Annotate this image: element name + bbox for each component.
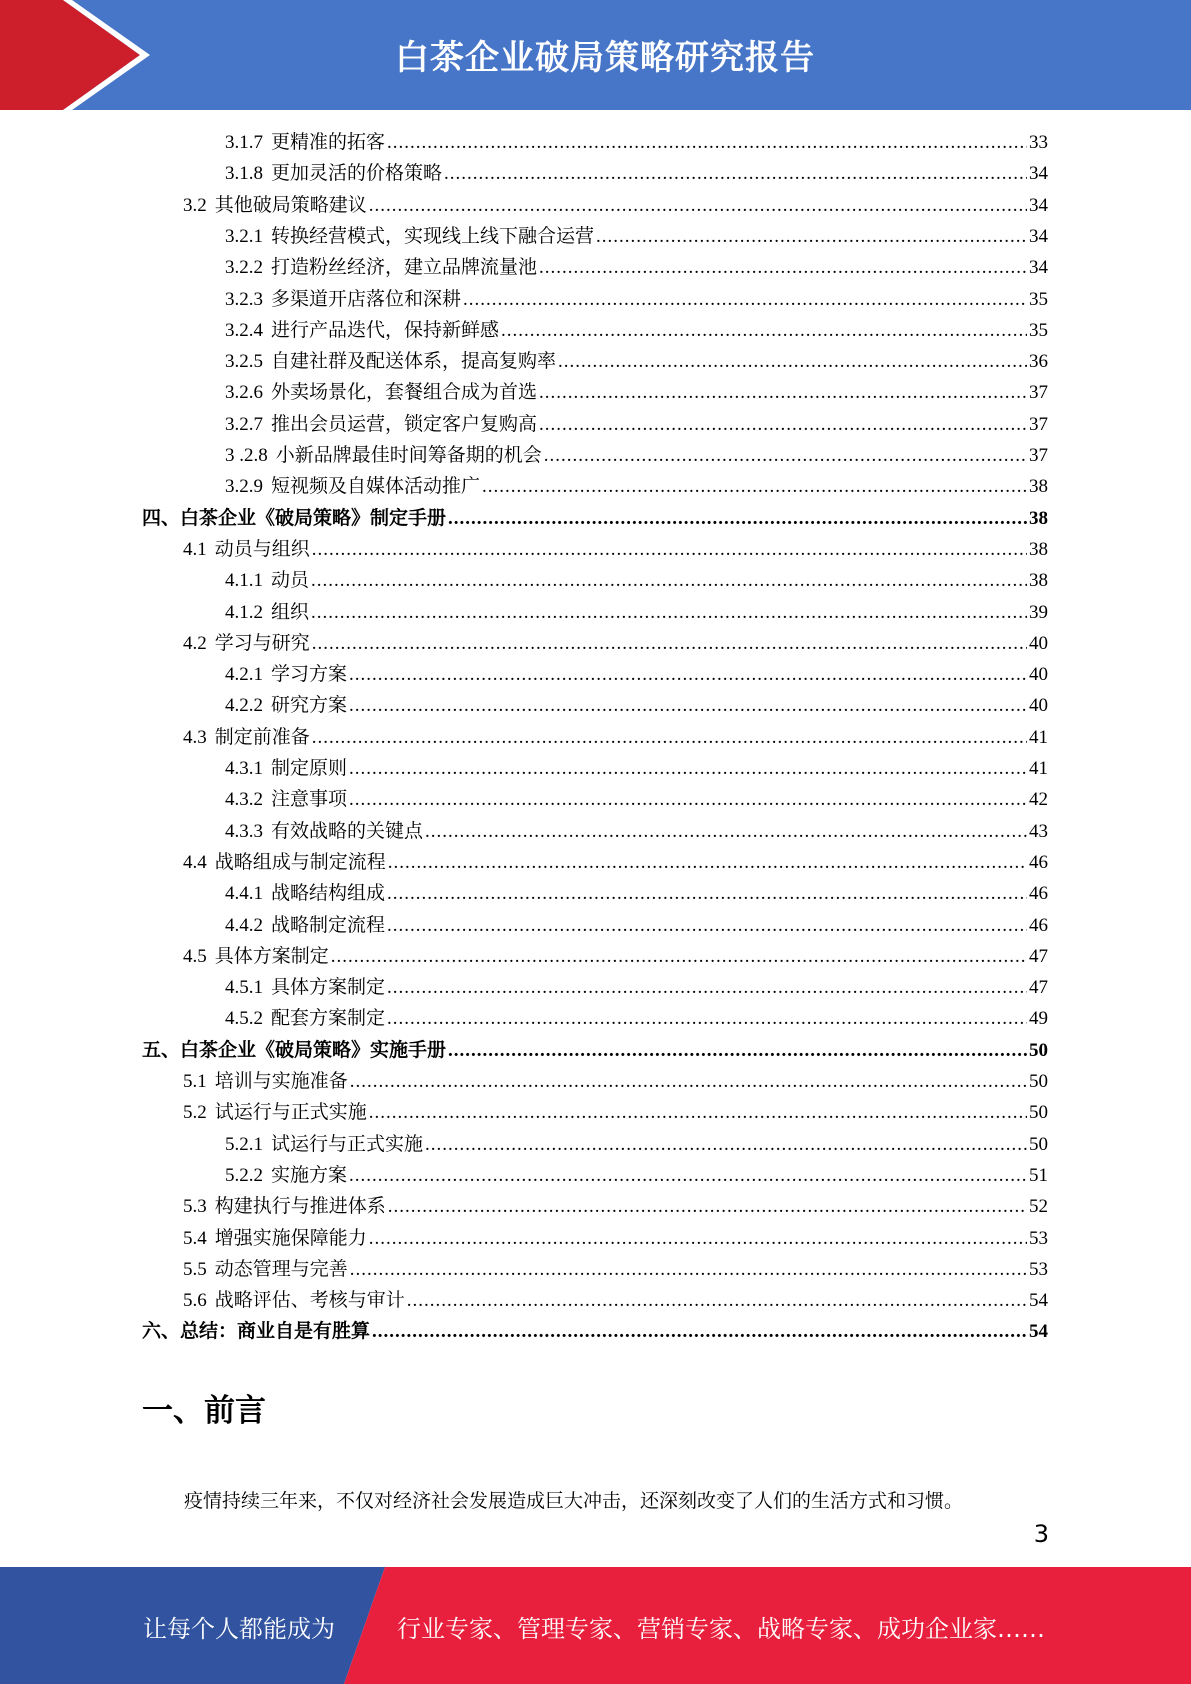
toc-entry-number: 4.4.1: [225, 883, 263, 905]
toc-entry-number: 4.5: [183, 945, 207, 967]
toc-entry-title: 小新品牌最佳时间筹备期的机会: [275, 445, 542, 466]
toc-entry-title: 培训与实施准备: [214, 1071, 348, 1092]
toc-entry[interactable]: [142, 503, 1048, 534]
toc-dot-leader: [350, 1254, 1027, 1285]
toc-entry-page: 38: [1029, 476, 1048, 498]
toc-entry[interactable]: [183, 722, 1048, 753]
toc-entry-page: 53: [1029, 1258, 1048, 1280]
toc-entry-number: 4.4.2: [225, 914, 263, 936]
footer-slogan-right: 行业专家、管理专家、营销专家、战略专家、成功企业家……: [397, 1615, 1045, 1643]
toc-entry-title: 更精准的拓客: [271, 132, 386, 153]
toc-entry-title: 增强实施保障能力: [214, 1227, 367, 1249]
toc-entry-number: 4.3: [183, 726, 207, 748]
toc-entry-title: 试运行与正式实施: [214, 1102, 367, 1124]
toc-entry-title: 转换经营模式，实现线上线下融合运营: [271, 225, 595, 247]
toc-entry-number: 3.2.5: [225, 351, 263, 373]
toc-dot-leader: [312, 534, 1027, 565]
toc-entry[interactable]: [183, 1254, 1048, 1285]
toc-entry[interactable]: [225, 910, 1048, 941]
toc-entry-page: 46: [1029, 851, 1048, 873]
toc-entry-number: 5.2.1: [225, 1133, 263, 1155]
toc-dot-leader: [544, 440, 1027, 471]
toc-entry[interactable]: [225, 816, 1048, 847]
toc-entry-title: 试运行与正式实施: [271, 1133, 424, 1155]
toc-entry-page: 40: [1029, 695, 1048, 717]
toc-entry-page: 38: [1029, 570, 1048, 592]
toc-entry-number: 4.3.1: [225, 758, 263, 779]
toc-entry[interactable]: [142, 1316, 1048, 1347]
toc-entry[interactable]: [225, 1003, 1048, 1034]
toc-entry-number: 5.3: [183, 1196, 207, 1218]
toc-entry-page: 50: [1029, 1102, 1048, 1124]
toc-entry-page: 46: [1029, 883, 1048, 905]
toc-entry[interactable]: [225, 659, 1048, 690]
toc-entry-title: 白茶企业《破局策略》制定手册: [180, 507, 447, 529]
toc-dot-leader: [372, 1316, 1027, 1347]
toc-entry-title: 动态管理与完善: [214, 1258, 348, 1280]
toc-entry-number: 4.1: [183, 538, 207, 560]
toc-dot-leader: [349, 1160, 1027, 1191]
toc-entry[interactable]: [225, 972, 1048, 1003]
toc-entry-page: 52: [1029, 1196, 1048, 1218]
toc-entry-page: 50: [1029, 1039, 1048, 1061]
toc-entry-title: 战略评估、考核与审计: [214, 1290, 405, 1312]
toc-entry-title: 实施方案: [271, 1164, 348, 1186]
toc-entry-title: 战略组成与制定流程: [214, 851, 386, 873]
toc-entry-title: 动员: [271, 570, 310, 592]
toc-entry[interactable]: [183, 628, 1048, 659]
toc-entry-number: 4.3.3: [225, 820, 263, 842]
toc-entry-title: 动员与组织: [214, 538, 310, 560]
toc-entry-page: 54: [1029, 1321, 1048, 1343]
toc-dot-leader: [387, 127, 1027, 158]
toc-entry-page: 42: [1029, 789, 1048, 811]
toc-entry-title: 更加灵活的价格策略: [271, 163, 443, 185]
section-heading: 一、前言: [142, 1393, 266, 1429]
toc-entry-page: 47: [1029, 977, 1048, 999]
toc-dot-leader: [312, 628, 1027, 659]
toc-entry-page: 34: [1029, 225, 1048, 247]
toc-entry[interactable]: [225, 1129, 1048, 1160]
toc-dot-leader: [425, 1129, 1027, 1160]
toc-entry-number: 4.2.2: [225, 695, 263, 717]
toc-entry[interactable]: [225, 878, 1048, 909]
header-red-arrow: [0, 0, 140, 110]
toc-dot-leader: [388, 1191, 1027, 1222]
toc-entry-number: 4.1.2: [225, 601, 263, 623]
toc-dot-leader: [369, 1097, 1027, 1128]
toc-entry-page: 35: [1029, 319, 1048, 341]
toc-entry-page: 35: [1029, 288, 1048, 310]
toc-entry-number: 5.2: [183, 1102, 207, 1124]
toc-dot-leader: [369, 1223, 1027, 1254]
toc-entry[interactable]: [225, 284, 1048, 315]
toc-entry-page: 36: [1029, 351, 1048, 373]
toc-dot-leader: [407, 1285, 1027, 1316]
toc-dot-leader: [444, 158, 1027, 189]
toc-dot-leader: [448, 503, 1027, 534]
toc-entry-page: 47: [1029, 945, 1048, 967]
toc-entry[interactable]: [225, 252, 1048, 283]
toc-entry-page: 39: [1029, 601, 1048, 623]
toc-entry[interactable]: [225, 221, 1048, 252]
toc-dot-leader: [349, 753, 1027, 784]
toc-entry-page: 41: [1029, 758, 1048, 779]
toc-entry[interactable]: [225, 315, 1048, 346]
toc-entry-title: 学习与研究: [214, 632, 310, 654]
toc-entry-title: 制定原则: [271, 758, 348, 779]
toc-entry[interactable]: [183, 1191, 1048, 1222]
toc-dot-leader: [387, 878, 1027, 909]
toc-entry-page: 38: [1029, 538, 1048, 560]
toc-entry[interactable]: [225, 597, 1048, 628]
toc-dot-leader: [539, 252, 1027, 283]
toc-entry[interactable]: [183, 534, 1048, 565]
toc-dot-leader: [369, 190, 1027, 221]
toc-entry-number: 5.5: [183, 1258, 207, 1280]
toc-entry[interactable]: [225, 690, 1048, 721]
toc-entry[interactable]: [183, 1223, 1048, 1254]
toc-dot-leader: [387, 1003, 1027, 1034]
toc-entry-page: 40: [1029, 664, 1048, 686]
toc-entry-page: 34: [1029, 257, 1048, 279]
toc-entry[interactable]: [225, 440, 1048, 471]
toc-entry-page: 40: [1029, 632, 1048, 654]
toc-entry-number: 五、: [142, 1039, 181, 1061]
toc-entry-page: 49: [1029, 1008, 1048, 1030]
toc-dot-leader: [558, 346, 1027, 377]
toc-entry-page: 33: [1029, 132, 1048, 153]
page-footer: [0, 1567, 1191, 1684]
toc-entry[interactable]: [183, 941, 1048, 972]
toc-dot-leader: [350, 1066, 1027, 1097]
toc-dot-leader: [349, 784, 1027, 815]
toc-entry[interactable]: [183, 190, 1048, 221]
toc-entry-title: 具体方案制定: [214, 945, 329, 967]
toc-entry-number: 3.2.2: [225, 257, 263, 279]
toc-entry-number: 3.1.8: [225, 163, 263, 185]
toc-entry-title: 具体方案制定: [271, 977, 386, 999]
toc-entry-title: 注意事项: [271, 789, 348, 811]
report-title: 白茶企业破局策略研究报告: [395, 38, 815, 78]
toc-entry-number: 3.2.9: [225, 476, 263, 498]
toc-entry-number: 4.1.1: [225, 570, 263, 592]
toc-entry[interactable]: [183, 847, 1048, 878]
page-header: [0, 0, 1191, 110]
toc-entry-page: 38: [1029, 507, 1048, 529]
toc-entry-title: 多渠道开店落位和深耕: [271, 288, 462, 310]
toc-entry-page: 37: [1029, 413, 1048, 435]
toc-entry[interactable]: [183, 1285, 1048, 1316]
toc-entry[interactable]: [225, 377, 1048, 408]
toc-entry-page: 34: [1029, 194, 1048, 216]
toc-entry-number: 3.1.7: [225, 132, 263, 153]
toc-entry-title: 战略结构组成: [271, 883, 386, 905]
toc-entry-number: 四、: [142, 507, 181, 529]
toc-entry-number: 5.4: [183, 1227, 207, 1249]
toc-dot-leader: [448, 1035, 1027, 1066]
toc-entry-number: 4.4: [183, 851, 207, 873]
toc-entry-page: 41: [1029, 726, 1048, 748]
toc-dot-leader: [388, 847, 1027, 878]
body-paragraph: 疫情持续三年来，不仅对经济社会发展造成巨大冲击，还深刻改变了人们的生活方式和习惯。: [184, 1491, 964, 1512]
toc-entry-number: 5.6: [183, 1290, 207, 1312]
toc-entry-title: 战略制定流程: [271, 914, 386, 936]
toc-entry-page: 53: [1029, 1227, 1048, 1249]
toc-entry-number: 4.2: [183, 632, 207, 654]
toc-entry-number: 3 .2.8: [225, 445, 268, 466]
toc-dot-leader: [349, 659, 1027, 690]
toc-entry[interactable]: [225, 158, 1048, 189]
toc-entry[interactable]: [183, 1066, 1048, 1097]
toc-entry-page: 54: [1029, 1290, 1048, 1312]
toc-entry-number: 4.5.2: [225, 1008, 263, 1030]
toc-dot-leader: [501, 315, 1027, 346]
toc-entry-title: 进行产品迭代，保持新鲜感: [271, 319, 500, 341]
toc-entry[interactable]: [142, 1035, 1048, 1066]
toc-entry-page: 43: [1029, 820, 1048, 842]
toc-dot-leader: [312, 722, 1027, 753]
toc-entry-page: 50: [1029, 1071, 1048, 1092]
page-number: 3: [1033, 1520, 1049, 1548]
toc-entry-number: 3.2: [183, 194, 207, 216]
toc-entry-number: 4.3.2: [225, 789, 263, 811]
toc-dot-leader: [482, 471, 1027, 502]
footer-slogan-left: 让每个人都能成为: [143, 1615, 335, 1643]
toc-entry-number: 3.2.7: [225, 413, 263, 435]
toc-dot-leader: [349, 690, 1027, 721]
toc-entry-title: 配套方案制定: [271, 1008, 386, 1030]
toc-entry-title: 短视频及自媒体活动推广: [271, 476, 481, 498]
toc-entry-number: 3.2.1: [225, 225, 263, 247]
toc-entry-number: 六、: [142, 1321, 181, 1343]
toc-entry[interactable]: [225, 1160, 1048, 1191]
toc-entry-title: 自建社群及配送体系，提高复购率: [271, 351, 557, 373]
toc-entry-page: 51: [1029, 1164, 1048, 1186]
toc-entry-title: 有效战略的关键点: [271, 820, 424, 842]
toc-entry-title: 研究方案: [271, 695, 348, 717]
toc-entry-number: 5.1: [183, 1071, 207, 1092]
toc-entry-title: 打造粉丝经济，建立品牌流量池: [271, 257, 538, 279]
toc-entry-title: 构建执行与推进体系: [214, 1196, 386, 1218]
toc-entry-page: 46: [1029, 914, 1048, 936]
toc-dot-leader: [311, 597, 1027, 628]
toc-entry-page: 37: [1029, 382, 1048, 404]
toc-entry-title: 学习方案: [271, 664, 348, 686]
toc-entry[interactable]: [225, 471, 1048, 502]
toc-dot-leader: [425, 816, 1027, 847]
toc-dot-leader: [331, 941, 1027, 972]
toc-entry-number: 3.2.3: [225, 288, 263, 310]
toc-dot-leader: [311, 565, 1027, 596]
toc-dot-leader: [539, 409, 1027, 440]
toc-entry[interactable]: [225, 346, 1048, 377]
toc-entry-number: 3.2.4: [225, 319, 263, 341]
toc-entry-number: 4.2.1: [225, 664, 263, 686]
toc-entry[interactable]: [225, 127, 1048, 158]
toc-entry-number: 3.2.6: [225, 382, 263, 404]
toc-entry[interactable]: [225, 753, 1048, 784]
toc-entry-page: 34: [1029, 163, 1048, 185]
toc-dot-leader: [596, 221, 1027, 252]
toc-entry[interactable]: [183, 1097, 1048, 1128]
toc-entry[interactable]: [225, 409, 1048, 440]
toc-entry[interactable]: [225, 784, 1048, 815]
toc-entry-title: 其他破局策略建议: [214, 194, 367, 216]
toc-entry-title: 推出会员运营，锁定客户复购高: [271, 413, 538, 435]
toc-entry-title: 外卖场景化，套餐组合成为首选: [271, 382, 538, 404]
toc-entry-title: 白茶企业《破局策略》实施手册: [180, 1039, 447, 1061]
toc-entry-title: 制定前准备: [214, 726, 310, 748]
toc-entry[interactable]: [225, 565, 1048, 596]
toc-entry-page: 50: [1029, 1133, 1048, 1155]
toc-entry-number: 4.5.1: [225, 977, 263, 999]
toc-entry-title: 总结：商业自是有胜算: [180, 1321, 371, 1343]
toc-dot-leader: [539, 377, 1027, 408]
toc-entry-number: 5.2.2: [225, 1164, 263, 1186]
toc-entry-title: 组织: [271, 601, 310, 623]
toc-dot-leader: [387, 910, 1027, 941]
toc-dot-leader: [387, 972, 1027, 1003]
toc-dot-leader: [463, 284, 1027, 315]
toc-entry-page: 37: [1029, 445, 1048, 466]
